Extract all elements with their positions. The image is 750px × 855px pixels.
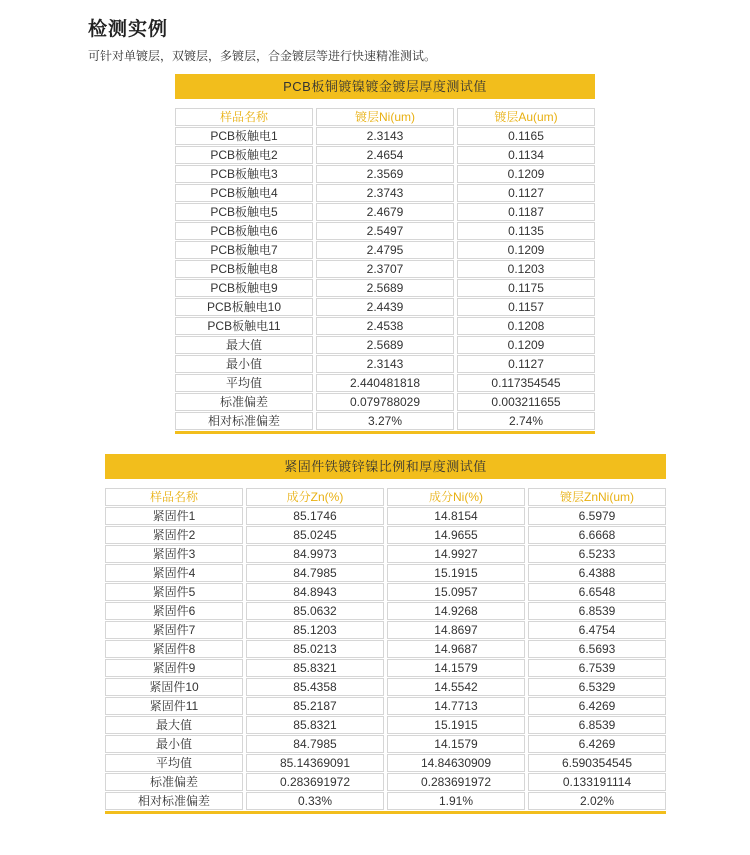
value-cell: 14.9927 [387,545,525,563]
table-row [105,697,666,715]
value-cell: 0.1208 [457,317,595,335]
value-cell: 0.1127 [457,355,595,373]
value-cell: 3.27% [316,412,454,430]
value-cell: 85.14369091 [246,754,384,772]
value-cell: 14.1579 [387,735,525,753]
value-cell: 15.0957 [387,583,525,601]
sample-name-cell: 紧固件6 [105,602,243,620]
value-cell: 6.4388 [528,564,666,582]
table-row [105,716,666,734]
value-cell: 14.9687 [387,640,525,658]
sample-name-cell: 相对标准偏差 [175,412,313,430]
table-row [175,203,595,221]
table-row [105,659,666,677]
value-cell: 0.1135 [457,222,595,240]
value-cell: 2.3743 [316,184,454,202]
table-row [175,241,595,259]
sample-name-cell: 紧固件2 [105,526,243,544]
value-cell: 14.5542 [387,678,525,696]
table-row [175,260,595,278]
table-title: 紧固件铁镀锌镍比例和厚度测试值 [105,454,666,479]
table-bottom-bar [175,431,595,434]
sample-name-cell: 相对标准偏差 [105,792,243,810]
sample-name-cell: 紧固件10 [105,678,243,696]
value-cell: 6.6668 [528,526,666,544]
value-cell: 6.5233 [528,545,666,563]
sample-name-cell: PCB板触电8 [175,260,313,278]
data-table [102,487,669,811]
sample-name-cell: 平均值 [105,754,243,772]
value-cell: 0.003211655 [457,393,595,411]
value-cell: 2.4679 [316,203,454,221]
sample-name-cell: PCB板触电4 [175,184,313,202]
value-cell: 2.5689 [316,336,454,354]
value-cell: 85.8321 [246,716,384,734]
value-cell: 14.7713 [387,697,525,715]
value-cell: 2.4795 [316,241,454,259]
sample-name-cell: 最大值 [105,716,243,734]
value-cell: 6.4754 [528,621,666,639]
value-cell: 2.4538 [316,317,454,335]
column-header: 成分Ni(%) [387,488,525,506]
sample-name-cell: PCB板触电10 [175,298,313,316]
sample-name-cell: PCB板触电3 [175,165,313,183]
table-row [175,298,595,316]
value-cell: 84.7985 [246,735,384,753]
value-cell: 85.0245 [246,526,384,544]
sample-name-cell: 最大值 [175,336,313,354]
value-cell: 0.1175 [457,279,595,297]
value-cell: 85.0632 [246,602,384,620]
table-row [175,317,595,335]
table-row [105,754,666,772]
sample-name-cell: 平均值 [175,374,313,392]
value-cell: 2.3143 [316,355,454,373]
value-cell: 2.5497 [316,222,454,240]
table-row [105,602,666,620]
value-cell: 6.5329 [528,678,666,696]
value-cell: 2.440481818 [316,374,454,392]
value-cell: 2.3569 [316,165,454,183]
table-row [175,412,595,430]
value-cell: 0.1134 [457,146,595,164]
sample-name-cell: PCB板触电5 [175,203,313,221]
value-cell: 6.8539 [528,716,666,734]
sample-name-cell: 紧固件11 [105,697,243,715]
value-cell: 0.1209 [457,336,595,354]
value-cell: 84.9973 [246,545,384,563]
column-header: 样品名称 [175,108,313,126]
value-cell: 2.4439 [316,298,454,316]
column-header: 样品名称 [105,488,243,506]
sample-name-cell: PCB板触电2 [175,146,313,164]
value-cell: 14.1579 [387,659,525,677]
value-cell: 2.4654 [316,146,454,164]
value-cell: 14.8154 [387,507,525,525]
value-cell: 85.2187 [246,697,384,715]
sample-name-cell: PCB板触电9 [175,279,313,297]
table-row [105,640,666,658]
value-cell: 6.5693 [528,640,666,658]
pcb-thickness-table [175,74,595,434]
value-cell: 14.9655 [387,526,525,544]
intro-text: 可针对单镀层，双镀层，多镀层，合金镀层等进行快速精准测试。 [88,49,437,63]
sample-name-cell: PCB板触电11 [175,317,313,335]
table-row [105,564,666,582]
value-cell: 6.7539 [528,659,666,677]
value-cell: 0.117354545 [457,374,595,392]
value-cell: 84.8943 [246,583,384,601]
value-cell: 0.283691972 [246,773,384,791]
table-row [175,146,595,164]
value-cell: 6.4269 [528,735,666,753]
table-bottom-bar [105,811,666,814]
column-header: 成分Zn(%) [246,488,384,506]
sample-name-cell: 紧固件5 [105,583,243,601]
value-cell: 2.74% [457,412,595,430]
value-cell: 2.02% [528,792,666,810]
data-table [172,107,598,431]
page-title: 检测实例 [88,19,169,40]
value-cell: 6.590354545 [528,754,666,772]
value-cell: 6.6548 [528,583,666,601]
table-row [175,355,595,373]
value-cell: 0.1209 [457,241,595,259]
value-cell: 6.5979 [528,507,666,525]
table-row [105,545,666,563]
value-cell: 0.079788029 [316,393,454,411]
value-cell: 85.4358 [246,678,384,696]
value-cell: 2.3143 [316,127,454,145]
sample-name-cell: 最小值 [105,735,243,753]
header-row [175,108,595,126]
sample-name-cell: PCB板触电6 [175,222,313,240]
value-cell: 85.1203 [246,621,384,639]
sample-name-cell: PCB板触电1 [175,127,313,145]
value-cell: 14.9268 [387,602,525,620]
column-header: 镀层Ni(um) [316,108,454,126]
sample-name-cell: 紧固件9 [105,659,243,677]
sample-name-cell: 紧固件3 [105,545,243,563]
value-cell: 85.8321 [246,659,384,677]
table-row [175,184,595,202]
table-row [105,583,666,601]
value-cell: 15.1915 [387,716,525,734]
value-cell: 0.1187 [457,203,595,221]
value-cell: 6.8539 [528,602,666,620]
value-cell: 1.91% [387,792,525,810]
value-cell: 2.5689 [316,279,454,297]
sample-name-cell: 最小值 [175,355,313,373]
value-cell: 2.3707 [316,260,454,278]
column-header: 镀层ZnNi(um) [528,488,666,506]
header-row [105,488,666,506]
table-row [175,127,595,145]
table-row [105,792,666,810]
sample-name-cell: 紧固件8 [105,640,243,658]
fastener-znni-table [105,454,666,814]
table-row [105,507,666,525]
value-cell: 15.1915 [387,564,525,582]
table-row [105,773,666,791]
table-row [105,678,666,696]
sample-name-cell: 紧固件7 [105,621,243,639]
sample-name-cell: 紧固件4 [105,564,243,582]
sample-name-cell: 标准偏差 [105,773,243,791]
value-cell: 85.1746 [246,507,384,525]
table-row [175,165,595,183]
value-cell: 85.0213 [246,640,384,658]
sample-name-cell: 紧固件1 [105,507,243,525]
value-cell: 6.4269 [528,697,666,715]
sample-name-cell: PCB板触电7 [175,241,313,259]
table-row [175,393,595,411]
value-cell: 0.1165 [457,127,595,145]
value-cell: 14.84630909 [387,754,525,772]
table-row [105,526,666,544]
table-row [175,374,595,392]
sample-name-cell: 标准偏差 [175,393,313,411]
value-cell: 14.8697 [387,621,525,639]
value-cell: 0.1203 [457,260,595,278]
table-row [175,336,595,354]
table-row [105,735,666,753]
table-title: PCB板铜镀镍镀金镀层厚度测试值 [175,74,595,99]
value-cell: 84.7985 [246,564,384,582]
value-cell: 0.1157 [457,298,595,316]
value-cell: 0.33% [246,792,384,810]
table-row [175,222,595,240]
value-cell: 0.1209 [457,165,595,183]
value-cell: 0.1127 [457,184,595,202]
value-cell: 0.283691972 [387,773,525,791]
column-header: 镀层Au(um) [457,108,595,126]
table-row [175,279,595,297]
value-cell: 0.133191114 [528,773,666,791]
table-row [105,621,666,639]
